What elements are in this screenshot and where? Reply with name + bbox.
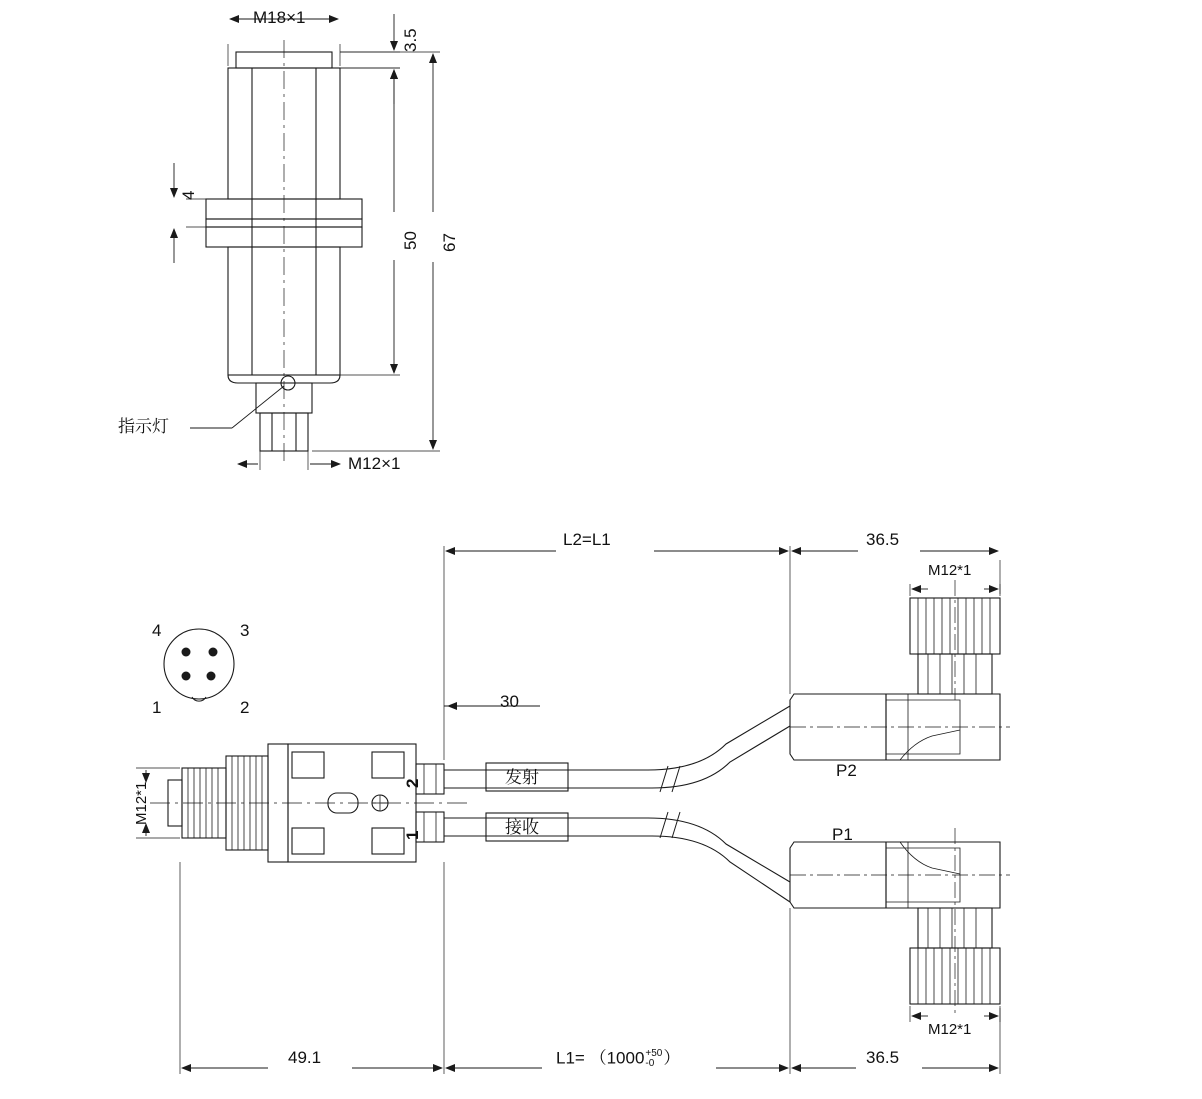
dim-67 <box>312 52 440 451</box>
label-indicator-light: 指示灯 <box>118 417 169 436</box>
label-port-p2: P2 <box>836 761 857 780</box>
sensor-body-group <box>206 40 362 462</box>
label-emitter: 发射 <box>505 768 539 787</box>
pin-label-4: 4 <box>152 621 162 640</box>
dim-l1-tolerance <box>645 1049 662 1069</box>
dim-m12-sensor <box>238 451 340 470</box>
dim-4 <box>174 163 206 263</box>
dim-l1-prefix: L1= <box>556 1048 585 1068</box>
label-port-p1: P1 <box>832 825 853 844</box>
drawing-sheet: M18×1 3.5 4 50 67 指示灯 M12×1 4 3 1 2 M12*1 2 1 发射 接收 P2 P1 M12*1 M12*1 L2=L1 36.5 30 49.1 36.5 L1= （1000 +50 -0 ） <box>0 0 1202 1099</box>
label-m12-bottom-connector: M12*1 <box>928 1021 972 1038</box>
label-dim-36-5-top: 36.5 <box>866 530 900 549</box>
cable-assembly-group <box>150 580 1010 1016</box>
label-m18-thread: M18×1 <box>253 8 306 27</box>
label-m12-top-connector: M12*1 <box>928 562 972 579</box>
label-m12-sensor-connector: M12×1 <box>348 454 401 473</box>
dim-l1-tol-plus: +50 <box>645 1048 663 1059</box>
label-dim-l1 <box>556 1049 680 1069</box>
label-dim-30: 30 <box>500 692 519 711</box>
dim-l1-suffix: ） <box>663 1048 681 1068</box>
label-dim-36-5-bottom: 36.5 <box>866 1048 900 1067</box>
pinout-diagram <box>164 629 234 701</box>
pin-label-2: 2 <box>240 698 250 717</box>
label-receiver: 接收 <box>505 818 539 837</box>
pin-label-3: 3 <box>240 621 250 640</box>
dim-l1-tol-minus: -0 <box>645 1058 655 1069</box>
pin-label-1: 1 <box>152 698 162 717</box>
dim-50 <box>340 68 400 375</box>
leader-indicator <box>190 386 284 428</box>
label-dim-49-1: 49.1 <box>288 1048 322 1067</box>
dim-3-5 <box>340 14 400 104</box>
dim-l1-value: （1000 <box>589 1048 645 1068</box>
label-dim-l2: L2=L1 <box>563 530 611 549</box>
cable-dimensions <box>136 546 1000 1074</box>
